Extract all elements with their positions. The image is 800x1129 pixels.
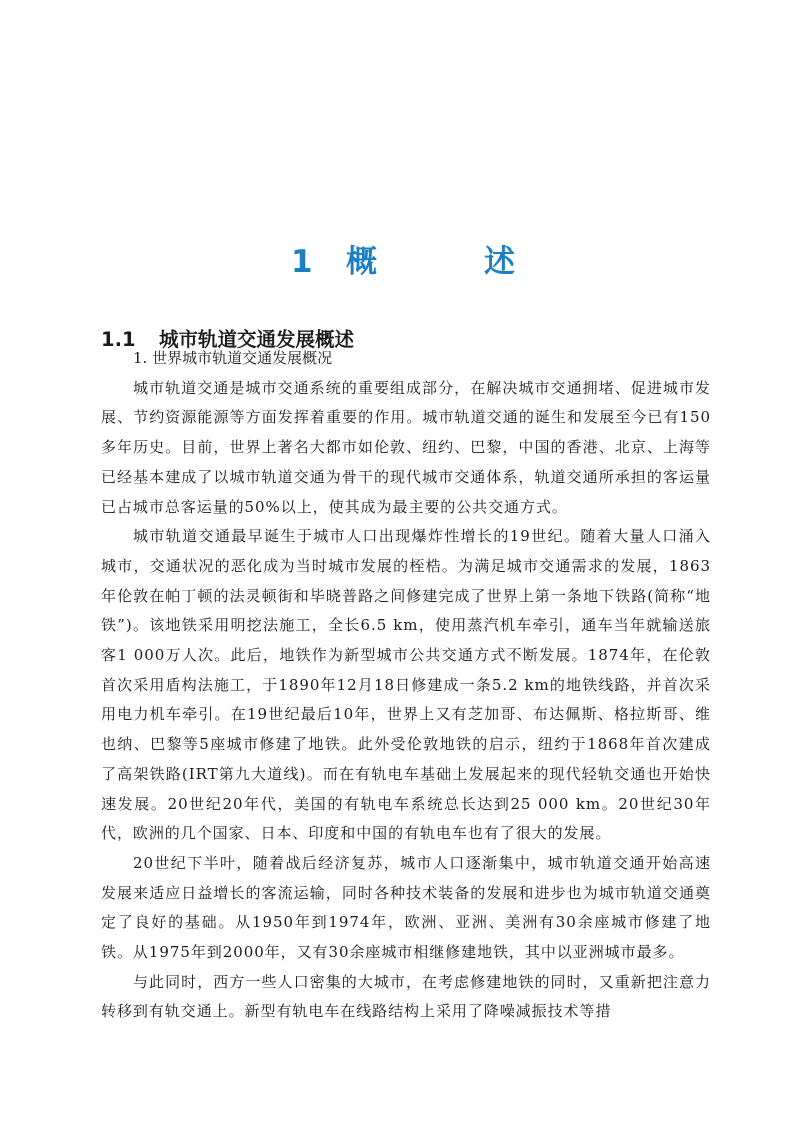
chapter-title bbox=[0, 239, 800, 285]
chapter-title-char-2: 述 bbox=[484, 243, 515, 280]
paragraph-1: 城市轨道交通是城市交通系统的重要组成部分，在解决城市交通拥堵、促进城市发展、节约资源能源等方面发挥着重要的作用。城市轨道交通的诞生和发展至今已有150多年历史。目前，世界上著名大都市如伦敦、纽约、巴黎，中国的香港、北京、上海等已经基本建成了以城市轨道交通为骨干的现代城市交通体系，轨道交通所承担的客运量已占城市总客运量的50%以上，使其成为最主要的公共交通方式。 bbox=[101, 378, 711, 516]
section-number: 1.1 bbox=[101, 328, 136, 352]
paragraph-4: 与此同时，西方一些人口密集的大城市，在考虑修建地铁的同时，又重新把注意力转移到有轨交通上。新型有轨电车在线路结构上采用了降噪减振技术等措 bbox=[101, 972, 711, 1021]
section-title: 城市轨道交通发展概述 bbox=[159, 328, 355, 352]
paragraph-2: 城市轨道交通最早诞生于城市人口出现爆炸性增长的19世纪。随着大量人口涌入城市，交通状况的恶化成为当时城市发展的桎梏。为满足城市交通需求的发展，1863年伦敦在帕丁顿的法灵顿街和毕晓普路之间修建完成了世界上第一条地下铁路(简称“地铁”)。该地铁采用明挖法施工，全长6.5 km，使用蒸汽机车牵引，通车当年就输送旅客1 000万人次。此后，地铁作为新型城市公共交通方式不断发展。1874年，在伦敦首次采用盾构法施工，于1890年12月18日修建成一条5.2 km的地铁线路，并首次采用电力机车牵引。在19世纪最后10年，世界上又有芝加哥、布达佩斯、格拉斯哥、维也纳、巴黎等5座城市修建了地铁。此外受伦敦地铁的启示，纽约于1868年首次建成了高架铁路(IRT第九大道线)。而在有轨电车基础上发展起来的现代轻轨交通也开始快速发展。20世纪20年代，美国的有轨电车系统总长达到25 000 km。20世纪30年代，欧洲的几个国家、日本、印度和中国的有轨电车也有了很大的发展。 bbox=[101, 527, 711, 843]
paragraph-3: 20世纪下半叶，随着战后经济复苏，城市人口逐渐集中，城市轨道交通开始高速发展来适应日益增长的客流运输，同时各种技术装备的发展和进步也为城市轨道交通奠定了良好的基础。从1950年到1974年，欧洲、亚洲、美洲有30余座城市修建了地铁。从1975年到2000年，又有30余座城市相继修建地铁，其中以亚洲城市最多。 bbox=[101, 853, 711, 962]
chapter-number: 1 bbox=[291, 243, 313, 280]
body-text bbox=[101, 344, 711, 1027]
chapter-title-char-1: 概 bbox=[346, 243, 377, 280]
subsection-heading: 1. 世界城市轨道交通发展概况 bbox=[133, 349, 333, 367]
